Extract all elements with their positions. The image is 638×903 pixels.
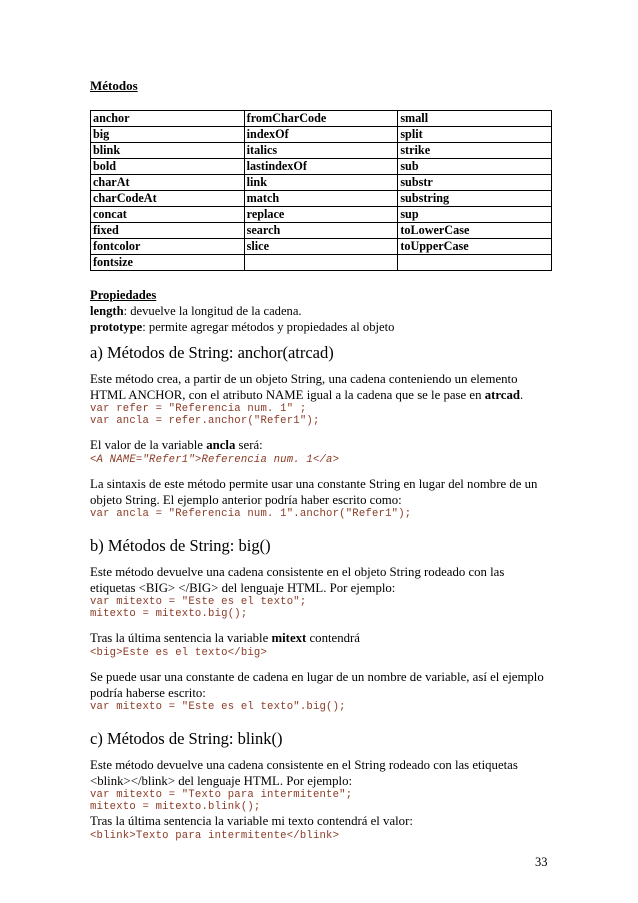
methods-table-row xyxy=(91,239,552,255)
property-length: length: devuelve la longitud de la cadena. xyxy=(90,304,302,318)
methods-table-cell: charAt xyxy=(91,175,245,191)
methods-table-cell: fontcolor xyxy=(91,239,245,255)
code-line: <A NAME="Refer1">Referencia num. 1</a> xyxy=(90,453,340,466)
section-b-paragraph-1: Este método devuelve una cadena consistente en el objeto String rodeado con las etiquetas <BIG> </BIG> del lenguaje HTML. Por ejemplo: xyxy=(90,565,505,596)
methods-table-cell: link xyxy=(244,175,398,191)
section-b-paragraph-2: Tras la última sentencia la variable mitext contendrá xyxy=(90,631,360,646)
section-c-paragraph-2: Tras la última sentencia la variable mi texto contendrá el valor: xyxy=(90,814,413,829)
code-line: var ancla = "Referencia num. 1".anchor("Refer1"); xyxy=(90,508,412,521)
properties-heading: Propiedades xyxy=(90,288,157,302)
methods-table-cell: small xyxy=(398,111,552,127)
methods-table-cell: concat xyxy=(91,207,245,223)
code-line: var ancla = refer.anchor("Refer1"); xyxy=(90,415,320,428)
methods-table-row xyxy=(91,127,552,143)
methods-table xyxy=(90,110,552,271)
section-a-paragraph-2: El valor de la variable ancla será: xyxy=(90,438,263,453)
code-line: var refer = "Referencia num. 1" ; xyxy=(90,403,307,416)
methods-heading: Métodos xyxy=(90,78,138,93)
methods-table-row xyxy=(91,175,552,191)
methods-table-cell: substring xyxy=(398,191,552,207)
methods-table-cell: indexOf xyxy=(244,127,398,143)
document-page xyxy=(90,78,552,842)
methods-table-cell: big xyxy=(91,127,245,143)
properties-section xyxy=(90,287,552,335)
methods-table-cell: strike xyxy=(398,143,552,159)
methods-table-row xyxy=(91,111,552,127)
section-a-heading: a) Métodos de String: anchor(atrcad) xyxy=(90,343,334,362)
section-b-heading: b) Métodos de String: big() xyxy=(90,536,271,556)
methods-table-cell: sup xyxy=(398,207,552,223)
code-line: mitexto = mitexto.blink(); xyxy=(90,801,261,814)
methods-table-row xyxy=(91,223,552,239)
methods-table-cell: search xyxy=(244,223,398,239)
methods-table-cell: bold xyxy=(91,159,245,175)
methods-table-cell: toLowerCase xyxy=(398,223,552,239)
methods-table-cell: toUpperCase xyxy=(398,239,552,255)
methods-table-cell xyxy=(398,255,552,271)
section-c-heading: c) Métodos de String: blink() xyxy=(90,729,283,749)
code-line: <big>Este es el texto</big> xyxy=(90,646,268,659)
code-line: <blink>Texto para intermitente</blink> xyxy=(90,829,340,842)
methods-table-row xyxy=(91,255,552,271)
methods-table-cell: fixed xyxy=(91,223,245,239)
methods-table-cell: fontsize xyxy=(91,255,245,271)
section-c-paragraph-1: Este método devuelve una cadena consistente en el String rodeado con las etiquetas <blink></blink> del lenguaje HTML. Por ejemplo: xyxy=(90,758,518,789)
methods-table-cell: charCodeAt xyxy=(91,191,245,207)
methods-table-cell: sub xyxy=(398,159,552,175)
methods-table-row xyxy=(91,191,552,207)
methods-table-cell: match xyxy=(244,191,398,207)
methods-table-cell: lastindexOf xyxy=(244,159,398,175)
code-line: var mitexto = "Este es el texto"; xyxy=(90,596,307,609)
section-a-paragraph-3: La sintaxis de este método permite usar una constante String en lugar del nombre de un objeto String. El ejemplo anterior podría haber escrito como: xyxy=(90,476,538,507)
section-a-paragraph-1: Este método crea, a partir de un objeto String, una cadena conteniendo un elemento HTML ANCHOR, con el atributo NAME igual a la cadena que se le pase en atrcad. xyxy=(90,372,524,403)
methods-table-cell xyxy=(244,255,398,271)
methods-table-cell: slice xyxy=(244,239,398,255)
methods-table-row xyxy=(91,159,552,175)
methods-table-row xyxy=(91,207,552,223)
code-line: var mitexto = "Este es el texto".big(); xyxy=(90,701,346,714)
methods-table-cell: split xyxy=(398,127,552,143)
methods-table-cell: blink xyxy=(91,143,245,159)
code-line: var mitexto = "Texto para intermitente"; xyxy=(90,789,353,802)
property-prototype: prototype: permite agregar métodos y propiedades al objeto xyxy=(90,320,395,334)
code-line: mitexto = mitexto.big(); xyxy=(90,608,248,621)
methods-table-cell: substr xyxy=(398,175,552,191)
methods-table-row xyxy=(91,143,552,159)
page-number: 33 xyxy=(535,855,548,869)
methods-table-cell: replace xyxy=(244,207,398,223)
methods-table-cell: fromCharCode xyxy=(244,111,398,127)
section-b-paragraph-3: Se puede usar una constante de cadena en lugar de un nombre de variable, así el ejemplo podría haberse escrito: xyxy=(90,669,544,700)
methods-table-cell: anchor xyxy=(91,111,245,127)
methods-table-cell: italics xyxy=(244,143,398,159)
